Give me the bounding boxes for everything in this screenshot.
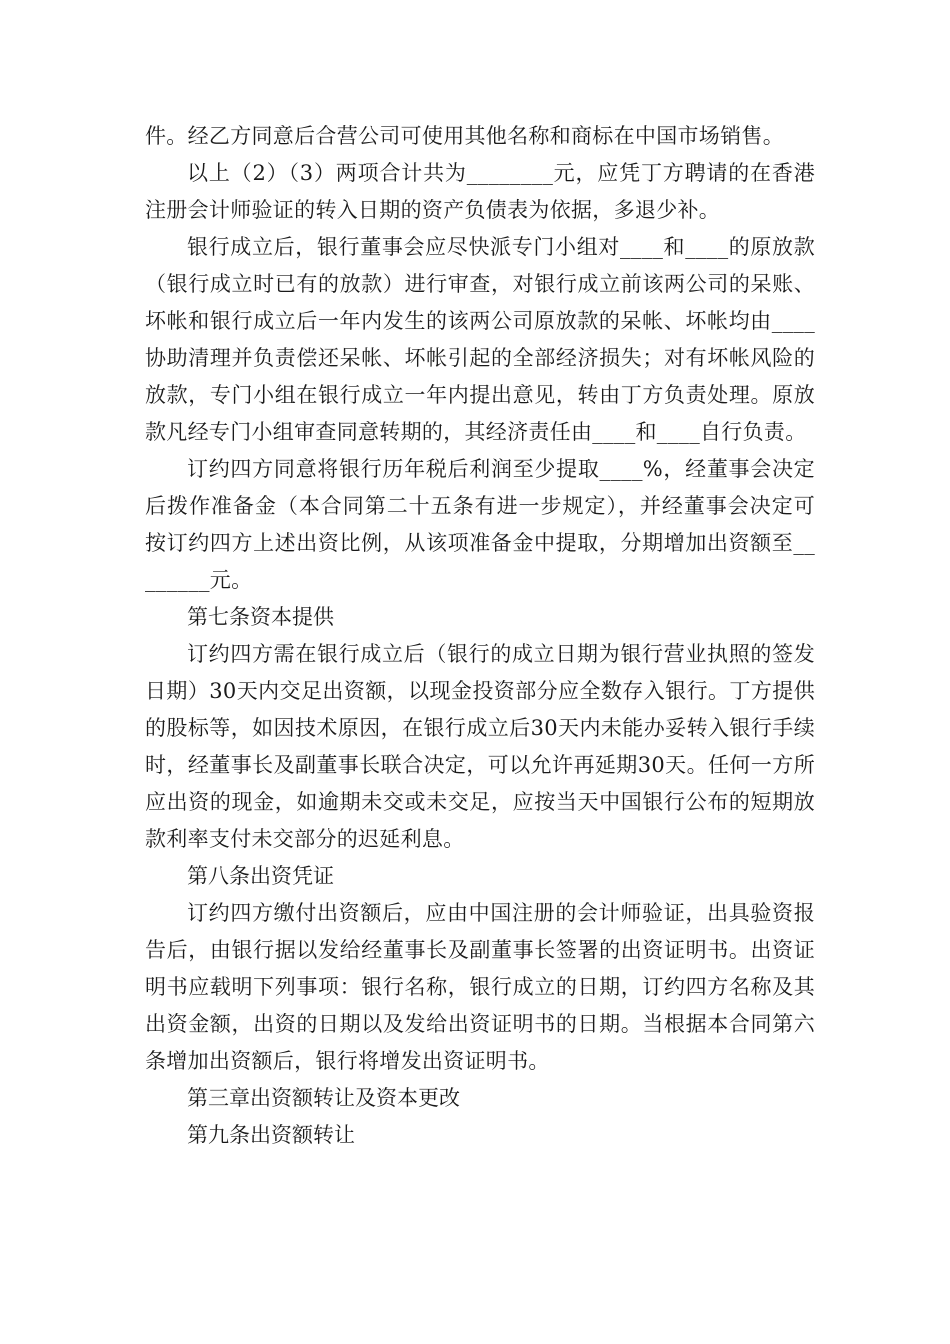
paragraph-reserve-fund: 订约四方同意将银行历年税后利润至少提取____%，经董事会决定后拨作准备金（本合同第二十五条有进一步规定），并经董事会决定可按订约四方上述出资比例，从该项准备金中提取，分期增加出资额至________元。 [145, 457, 815, 592]
article-9-heading: 第九条出资额转让 [187, 1123, 355, 1147]
paragraph-continuation: 件。经乙方同意后合营公司可使用其他名称和商标在中国市场销售。 [145, 124, 784, 148]
chapter-3-heading: 第三章出资额转让及资本更改 [187, 1086, 460, 1110]
paragraph-loan-review: 银行成立后，银行董事会应尽快派专门小组对____和____的原放款（银行成立时已有的放款）进行审查，对银行成立前该两公司的呆账、坏帐和银行成立后一年内发生的该两公司原放款的呆帐、坏帐均由____协助清理并负责偿还呆帐、坏帐引起的全部经济损失；对有坏帐风险的放款，专门小组在银行成立一年内提出意见，转由丁方负责处理。原放款凡经专门小组审查同意转期的，其经济责任由____和____自行负责。 [145, 235, 815, 444]
article-8-heading: 第八条出资凭证 [187, 864, 334, 888]
paragraph-total-amount: 以上（2）（3）两项合计共为________元，应凭丁方聘请的在香港注册会计师验证的转入日期的资产负债表为依据，多退少补。 [145, 161, 815, 222]
paragraph-capital-certificate: 订约四方缴付出资额后，应由中国注册的会计师验证，出具验资报告后，由银行据以发给经董事长及副董事长签署的出资证明书。出资证明书应载明下列事项：银行名称，银行成立的日期，订约四方名称及其出资金额，出资的日期以及发给出资证明书的日期。当根据本合同第六条增加出资额后，银行将增发出资证明书。 [145, 901, 815, 1073]
paragraph-capital-provision: 订约四方需在银行成立后（银行的成立日期为银行营业执照的签发日期）30天内交足出资额，以现金投资部分应全数存入银行。丁方提供的股标等，如因技术原因，在银行成立后30天内未能办妥转入银行手续时，经董事长及副董事长联合决定，可以允许再延期30天。任何一方所应出资的现金，如逾期未交或未交足，应按当天中国银行公布的短期放款利率支付未交部分的迟延利息。 [145, 642, 815, 851]
document-body [145, 118, 815, 1154]
article-7-heading: 第七条资本提供 [187, 605, 334, 629]
